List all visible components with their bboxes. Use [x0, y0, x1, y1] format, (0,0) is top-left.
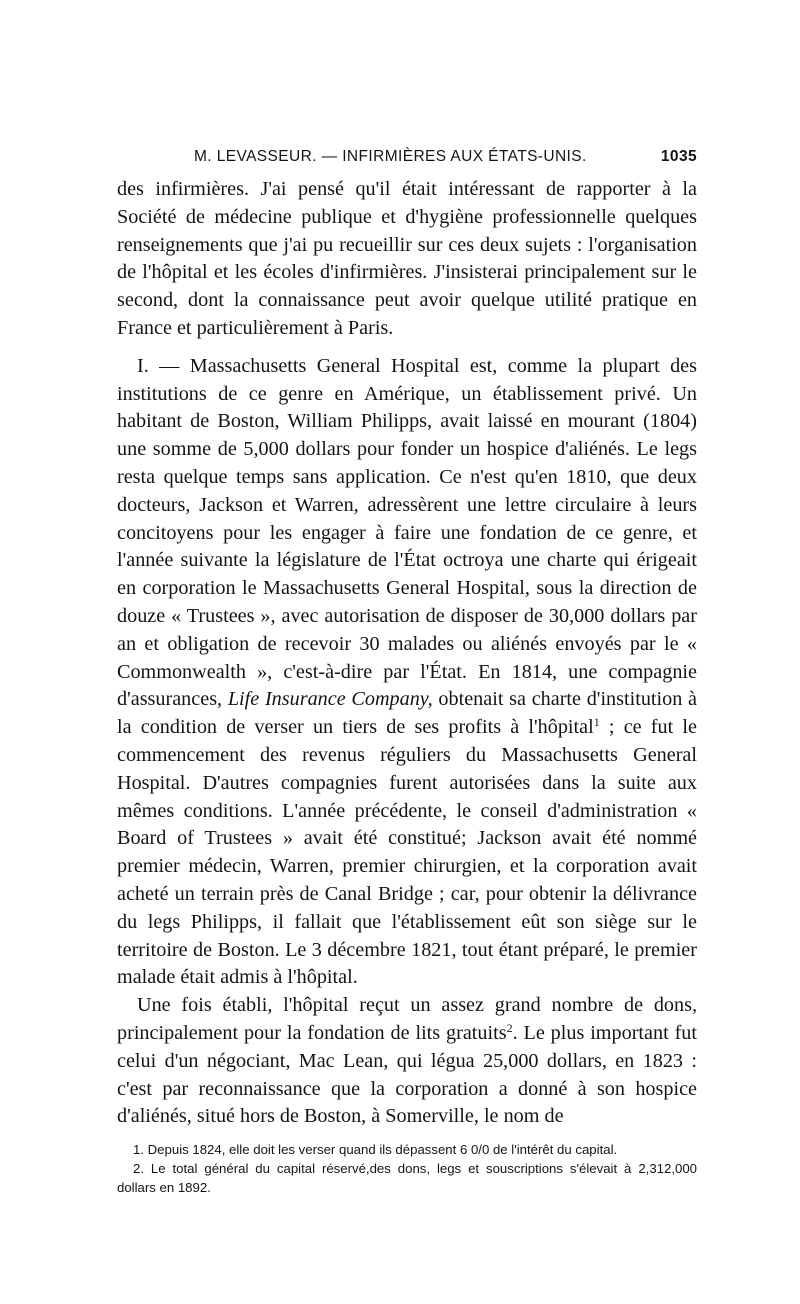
- body-text: [117, 176, 697, 1131]
- paragraph-history-part-c: ; ce fut le commencement des revenus réguliers du Massachusetts General Hospital. D'autres compagnies furent autorisées dans la suite aux mêmes conditions. L'année précédente, le conseil d'administration « Board of Trustees » avait été constitué; Jackson avait été nommé premier médecin, Warren, premier chirurgien, et la corporation avait acheté un terrain près de Canal Bridge ; car, pour obtenir la délivrance du legs Philipps, il fallait que l'établissement eût son siège sur le territoire de Boston. Le 3 décembre 1821, tout étant préparé, le premier malade était admis à l'hôpital.: [117, 716, 697, 989]
- footnote-1: 1. Depuis 1824, elle doit les verser quand ils dépassent 6 0/0 de l'intérêt du capital.: [133, 1142, 618, 1158]
- footnotes: [117, 1140, 697, 1197]
- page-number: 1035: [660, 148, 697, 165]
- running-head-title: M. LEVASSEUR. — INFIRMIÈRES AUX ÉTATS-UNIS.: [194, 148, 587, 165]
- book-page: [117, 148, 697, 1197]
- paragraph-intro: des infirmières. J'ai pensé qu'il était intéressant de rapporter à la Société de médecine publique et d'hygiène professionnelle quelques renseignements que j'ai pu recueillir sur ces deux sujets : l'organisation de l'hôpital et les écoles d'infirmières. J'insisterai principalement sur le second, dont la connaissance peut avoir quelque utilité pratique en France et particulièrement à Paris.: [117, 178, 697, 339]
- paragraph-donations-part-a: Une fois établi, l'hôpital reçut un assez grand nombre de dons, principalement pour la fondation de lits gratuits: [117, 994, 697, 1044]
- paragraph-history-part-b: obtenait sa charte d'institution à la condition de verser un tiers de ses profits à l'hôpital: [117, 688, 697, 739]
- running-head: [117, 148, 697, 172]
- paragraph-donations: [117, 992, 697, 1131]
- paragraph-donations-part-b: . Le plus important fut celui d'un négociant, Mac Lean, qui légua 25,000 dollars, en 1823 : c'est par reconnaissance que la corporation a donné à son hospice d'aliénés, situé hors de Boston, à Somerville, le nom de: [117, 1021, 697, 1128]
- paragraph-history: [117, 353, 697, 992]
- footnote-ref-1: 1: [593, 715, 600, 730]
- paragraph-history-part-a: I. — Massachusetts General Hospital est, comme la plupart des institutions de ce genre en Amérique, un établissement privé. Un habitant de Boston, William Philipps, avait laissé en mourant (1804) une somme de 5,000 dollars pour fonder un hospice d'aliénés. Le legs resta quelque temps sans application. Ce n'est qu'en 1810, que deux docteurs, Jackson et Warren, adressèrent une lettre circulaire à leurs concitoyens pour les engager à faire une fondation de ce genre, et l'année suivante la législature de l'État octroya une charte qui érigeait en corporation le Massachusetts General Hospital, sous la direction de douze « Trustees », avec autorisation de disposer de 30,000 dollars par an et obligation de recevoir 30 malades ou aliénés envoyés par le « Commonwealth », c'est-à-dire par l'État. En 1814, une compagnie d'assurances,: [117, 354, 697, 711]
- company-name-italic: Life Insurance Company,: [227, 688, 433, 711]
- footnote-2: 2. Le total général du capital réservé,des dons, legs et souscriptions s'élevait à 2,312,000 dollars en 1892.: [117, 1161, 697, 1196]
- footnote-ref-2: 2: [506, 1020, 513, 1035]
